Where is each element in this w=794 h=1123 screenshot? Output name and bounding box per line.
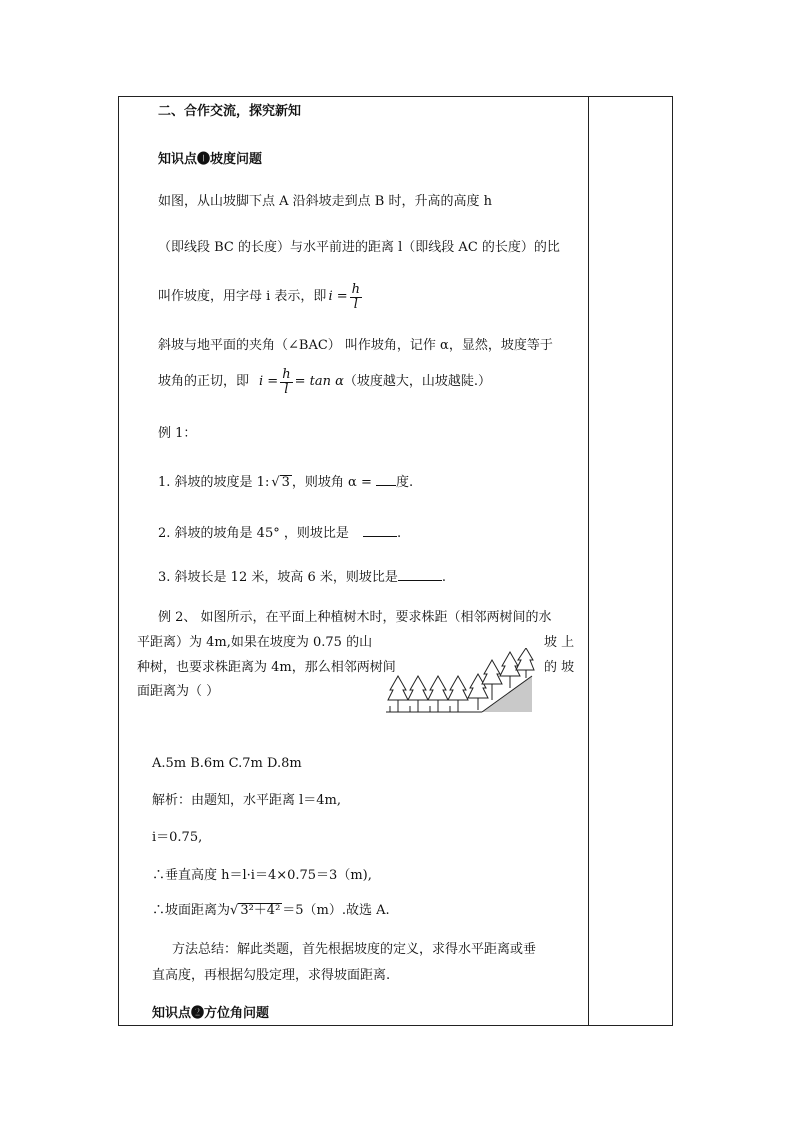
sqrt-sign: √ xyxy=(271,475,280,490)
tan-alpha: = tan α xyxy=(294,374,344,389)
example-2-line-3: 种树，也要求株距离为 4m，那么相邻两树间 xyxy=(137,660,396,675)
tree-icon xyxy=(408,676,428,712)
answer-blank-3[interactable] xyxy=(398,568,442,581)
solution-line-4-result: ＝5（m）.故选 A. xyxy=(282,903,390,918)
i-equals-2: i = xyxy=(259,374,279,389)
example-2-line-1: 例 2、 如图所示，在平面上种植树木时，要求株距（相邻两树间的水 xyxy=(158,610,552,625)
sqrt-expression: 3²＋4² xyxy=(240,903,281,918)
solution-line-4-text: ∴坡面距离为 xyxy=(152,903,231,918)
fraction-denominator-2: l xyxy=(284,381,289,397)
solution-line-3: ∴垂直高度 h＝l·i＝4×0.75＝3（m), xyxy=(152,868,372,883)
solution-line-4 xyxy=(152,903,390,919)
solution-line-2: i＝0.75, xyxy=(152,830,203,845)
example-1-label: 例 1： xyxy=(158,426,197,441)
tree-icon xyxy=(448,676,468,712)
i-equals: i = xyxy=(328,289,348,304)
intro-line-5-text: 坡角的正切，即 xyxy=(158,374,250,389)
answer-blank-2[interactable] xyxy=(363,524,397,537)
intro-line-4: 斜坡与地平面的夹角（∠BAC） 叫作坡角，记作 α，显然，坡度等于 xyxy=(158,338,553,353)
example-1-question-3 xyxy=(158,568,446,586)
fraction-numerator: h xyxy=(351,281,360,297)
intro-line-5 xyxy=(158,362,491,402)
q3-post: . xyxy=(441,570,447,585)
knowledge-point-1-title: 知识点❶坡度问题 xyxy=(158,152,263,167)
intro-line-2: （即线段 BC 的长度）与水平前进的距离 l（即线段 AC 的长度）的比 xyxy=(158,240,560,255)
example-2-options: A.5m B.6m C.7m D.8m xyxy=(152,756,302,771)
table-frame xyxy=(118,96,673,1026)
fraction-denominator: l xyxy=(353,296,358,312)
section-heading: 二、合作交流，探究新知 xyxy=(158,104,302,119)
tree-base-marks xyxy=(390,706,450,712)
example-2-line-2-right: 坡 上 xyxy=(544,635,575,650)
example-2-line-4: 面距离为（ ） xyxy=(137,684,220,699)
q1-mid: ，则坡角 α = xyxy=(291,475,372,490)
q2-post: . xyxy=(396,526,402,541)
slope-trees-figure xyxy=(386,648,536,714)
method-summary-line-2: 直高度，再根据勾股定理，求得坡面距离. xyxy=(152,968,391,983)
example-1-question-1 xyxy=(158,473,413,491)
answer-blank-1[interactable] xyxy=(376,473,396,486)
sqrt-3: 3 xyxy=(281,475,290,490)
column-divider xyxy=(588,96,589,1026)
intro-line-3-text: 叫作坡度，用字母 i 表示，即 xyxy=(158,289,327,304)
example-2-line-2: 平距离）为 4m,如果在坡度为 0.75 的山 xyxy=(137,635,373,650)
example-2-line-3-right: 的 坡 xyxy=(544,660,575,675)
example-1-question-2 xyxy=(158,524,401,542)
h-over-l-fraction-2 xyxy=(280,368,292,397)
knowledge-point-2-title: 知识点❷方位角问题 xyxy=(152,1006,270,1021)
tree-icon xyxy=(388,676,408,712)
intro-line-1: 如图，从山坡脚下点 A 沿斜坡走到点 B 时，升高的高度 h xyxy=(158,194,492,209)
fraction-numerator-2: h xyxy=(282,366,291,382)
intro-line-3 xyxy=(158,277,364,317)
q3-text: 3. 斜坡长是 12 米，坡高 6 米，则坡比是 xyxy=(158,570,398,585)
q2-text: 2. 斜坡的坡角是 45° ，则坡比是 xyxy=(158,526,349,541)
q1-post: 度. xyxy=(395,475,414,490)
tree-icon xyxy=(428,676,448,712)
method-summary-line-1: 方法总结：解此类题，首先根据坡度的定义，求得水平距离或垂 xyxy=(172,942,537,957)
q1-text: 1. 斜坡的坡度是 1: xyxy=(158,475,270,490)
h-over-l-fraction xyxy=(350,283,362,312)
sqrt-sign-2: √ xyxy=(230,903,239,918)
solution-line-1: 解析：由题知，水平距离 l＝4m, xyxy=(152,793,342,808)
intro-line-5-note: （坡度越大，山坡越陡.） xyxy=(343,374,492,389)
